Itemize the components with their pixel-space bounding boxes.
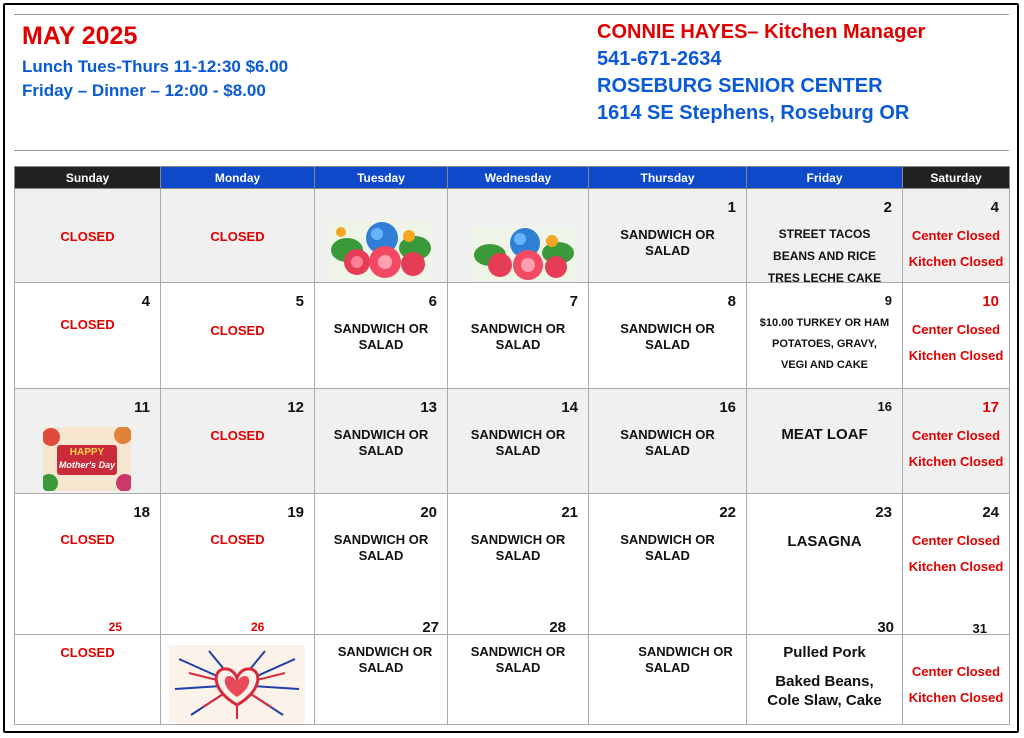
closed-label: CLOSED <box>210 532 265 547</box>
day-cell <box>589 635 747 725</box>
weekday-friday: Friday <box>747 167 903 189</box>
date-number: 6 <box>428 293 437 310</box>
menu-line: SANDWICH OR <box>620 532 715 547</box>
menu-line: SANDWICH OR <box>333 427 429 442</box>
menu-line: SALAD <box>495 337 541 352</box>
day-cell <box>589 283 747 389</box>
day-cell <box>315 494 448 635</box>
weekday-sunday: Sunday <box>15 167 161 189</box>
weekday-tuesday: Tuesday <box>315 167 448 189</box>
dinner-info: Friday – Dinner – 12:00 - $8.00 <box>22 81 266 100</box>
week-row-4 <box>15 494 1010 635</box>
menu-line: SANDWICH OR <box>470 644 566 659</box>
closed-label: CLOSED <box>60 645 115 660</box>
menu-line: SANDWICH OR <box>470 427 566 442</box>
menu-line: Cole Slaw, Cake <box>767 692 882 709</box>
center-closed-label: Center Closed <box>911 228 1001 243</box>
day-cell <box>448 389 589 494</box>
day-cell <box>747 189 903 283</box>
menu-line: SANDWICH OR <box>638 644 733 659</box>
top-rule <box>14 14 1009 15</box>
date-number: 17 <box>982 399 999 416</box>
menu-line: SALAD <box>495 443 541 458</box>
menu-line: BEANS AND RICE <box>773 249 876 263</box>
menu-line: $10.00 TURKEY OR HAM <box>759 317 890 329</box>
menu-line: POTATOES, GRAVY, <box>772 338 877 350</box>
menu-line: SANDWICH OR <box>470 321 566 336</box>
date-number: 16 <box>877 399 892 414</box>
day-cell <box>315 283 448 389</box>
date-number: 26 <box>251 620 265 634</box>
weekday-wednesday: Wednesday <box>448 167 589 189</box>
menu-line: SALAD <box>358 548 404 563</box>
day-cell <box>315 389 448 494</box>
closed-label: CLOSED <box>60 229 115 244</box>
heart-fireworks-image <box>169 645 305 723</box>
date-number: 1 <box>727 199 736 216</box>
month-title: MAY 2025 <box>22 22 138 50</box>
menu-line: SALAD <box>358 337 404 352</box>
day-cell <box>903 494 1010 635</box>
header-rule <box>14 150 1009 151</box>
menu-line: Pulled Pork <box>783 644 866 661</box>
day-cell <box>903 635 1010 725</box>
day-cell <box>589 389 747 494</box>
day-cell <box>15 389 161 494</box>
kitchen-closed-label: Kitchen Closed <box>908 348 1004 363</box>
date-number: 4 <box>141 293 150 310</box>
center-name: ROSEBURG SENIOR CENTER <box>597 75 883 97</box>
center-closed-label: Center Closed <box>911 533 1001 548</box>
day-cell <box>161 635 315 725</box>
day-cell <box>15 494 161 635</box>
day-cell <box>161 189 315 283</box>
lunch-info: Lunch Tues-Thurs 11-12:30 $6.00 <box>22 57 289 76</box>
flowers-image <box>470 227 578 281</box>
menu-line: LASAGNA <box>787 533 862 550</box>
week-row-2 <box>15 283 1010 389</box>
menu-line: MEAT LOAF <box>781 426 868 443</box>
flower-border-icon <box>43 427 131 491</box>
menu-line: SANDWICH OR <box>333 321 429 336</box>
day-cell <box>448 189 589 283</box>
date-number: 30 <box>877 619 894 636</box>
day-cell <box>448 635 589 725</box>
date-number: 8 <box>727 293 736 310</box>
day-cell <box>15 283 161 389</box>
date-number: 16 <box>719 399 736 416</box>
mothers-day-text: Mother's Day <box>58 460 116 470</box>
kitchen-closed-label: Kitchen Closed <box>908 559 1004 574</box>
date-number: 12 <box>287 399 304 416</box>
menu-line: SALAD <box>495 660 541 675</box>
weekday-header-row <box>15 167 1010 189</box>
weekday-thursday: Thursday <box>589 167 747 189</box>
day-cell <box>747 389 903 494</box>
day-cell <box>903 283 1010 389</box>
day-cell <box>903 189 1010 283</box>
center-closed-label: Center Closed <box>911 322 1001 337</box>
day-cell <box>315 189 448 283</box>
week-row-5 <box>15 635 1010 725</box>
mothers-day-image <box>43 427 131 491</box>
flowers-image <box>327 220 435 280</box>
phone-number: 541-671-2634 <box>597 48 722 70</box>
closed-label: CLOSED <box>210 428 265 443</box>
menu-line: SALAD <box>645 243 690 258</box>
day-cell <box>448 494 589 635</box>
date-number: 11 <box>134 399 150 416</box>
weekday-monday: Monday <box>161 167 315 189</box>
menu-line: TRES LECHE CAKE <box>767 271 882 285</box>
menu-line: VEGI AND CAKE <box>781 359 868 371</box>
day-cell <box>161 389 315 494</box>
date-number: 18 <box>133 504 150 521</box>
menu-line: SALAD <box>645 443 690 458</box>
mothers-day-text: HAPPY <box>69 447 105 458</box>
menu-line: SANDWICH OR <box>620 321 715 336</box>
date-number: 10 <box>982 293 999 310</box>
weekday-saturday: Saturday <box>903 167 1010 189</box>
day-cell <box>747 494 903 635</box>
week-row-1 <box>15 189 1010 283</box>
date-number: 20 <box>420 504 437 521</box>
menu-line: SANDWICH OR <box>470 532 566 547</box>
day-cell <box>589 494 747 635</box>
menu-line: Baked Beans, <box>775 673 874 690</box>
day-cell <box>15 189 161 283</box>
center-closed-label: Center Closed <box>911 664 1001 679</box>
date-number: 24 <box>982 504 999 521</box>
center-closed-label: Center Closed <box>911 428 1001 443</box>
menu-line: SALAD <box>645 660 690 675</box>
menu-line: SANDWICH OR <box>620 427 715 442</box>
date-number: 21 <box>561 504 578 521</box>
date-number: 2 <box>883 199 892 216</box>
menu-line: SANDWICH OR <box>337 644 433 659</box>
day-cell <box>315 635 448 725</box>
manager-name: CONNIE HAYES– Kitchen Manager <box>597 21 926 43</box>
closed-label: CLOSED <box>210 229 265 244</box>
date-number: 23 <box>875 504 892 521</box>
day-cell <box>903 389 1010 494</box>
date-number: 13 <box>420 399 437 416</box>
date-number: 4 <box>990 199 999 216</box>
menu-line: SALAD <box>358 660 404 675</box>
day-cell <box>747 283 903 389</box>
date-number: 31 <box>972 621 987 636</box>
day-cell <box>15 635 161 725</box>
day-cell <box>747 635 903 725</box>
date-number: 5 <box>295 293 304 310</box>
menu-line: STREET TACOS <box>778 227 871 241</box>
closed-label: CLOSED <box>210 323 265 338</box>
date-number: 27 <box>422 619 439 636</box>
menu-line: SANDWICH OR <box>333 532 429 547</box>
center-address: 1614 SE Stephens, Roseburg OR <box>597 102 910 124</box>
menu-line: SANDWICH OR <box>620 227 715 242</box>
day-cell <box>161 494 315 635</box>
closed-label: CLOSED <box>60 317 115 332</box>
date-number: 19 <box>287 504 304 521</box>
week-row-3 <box>15 389 1010 494</box>
menu-line: SALAD <box>645 337 690 352</box>
day-cell <box>589 189 747 283</box>
menu-line: SALAD <box>495 548 541 563</box>
date-number: 9 <box>884 293 892 308</box>
kitchen-closed-label: Kitchen Closed <box>908 454 1004 469</box>
calendar-grid <box>14 166 1010 725</box>
day-cell <box>161 283 315 389</box>
menu-line: SALAD <box>358 443 404 458</box>
date-number: 14 <box>561 399 578 416</box>
date-number: 22 <box>719 504 736 521</box>
menu-line: SALAD <box>645 548 690 563</box>
kitchen-closed-label: Kitchen Closed <box>908 690 1004 705</box>
kitchen-closed-label: Kitchen Closed <box>908 254 1004 269</box>
closed-label: CLOSED <box>60 532 115 547</box>
date-number: 7 <box>569 293 578 310</box>
day-cell <box>448 283 589 389</box>
date-number: 25 <box>108 620 122 634</box>
date-number: 28 <box>549 619 566 636</box>
